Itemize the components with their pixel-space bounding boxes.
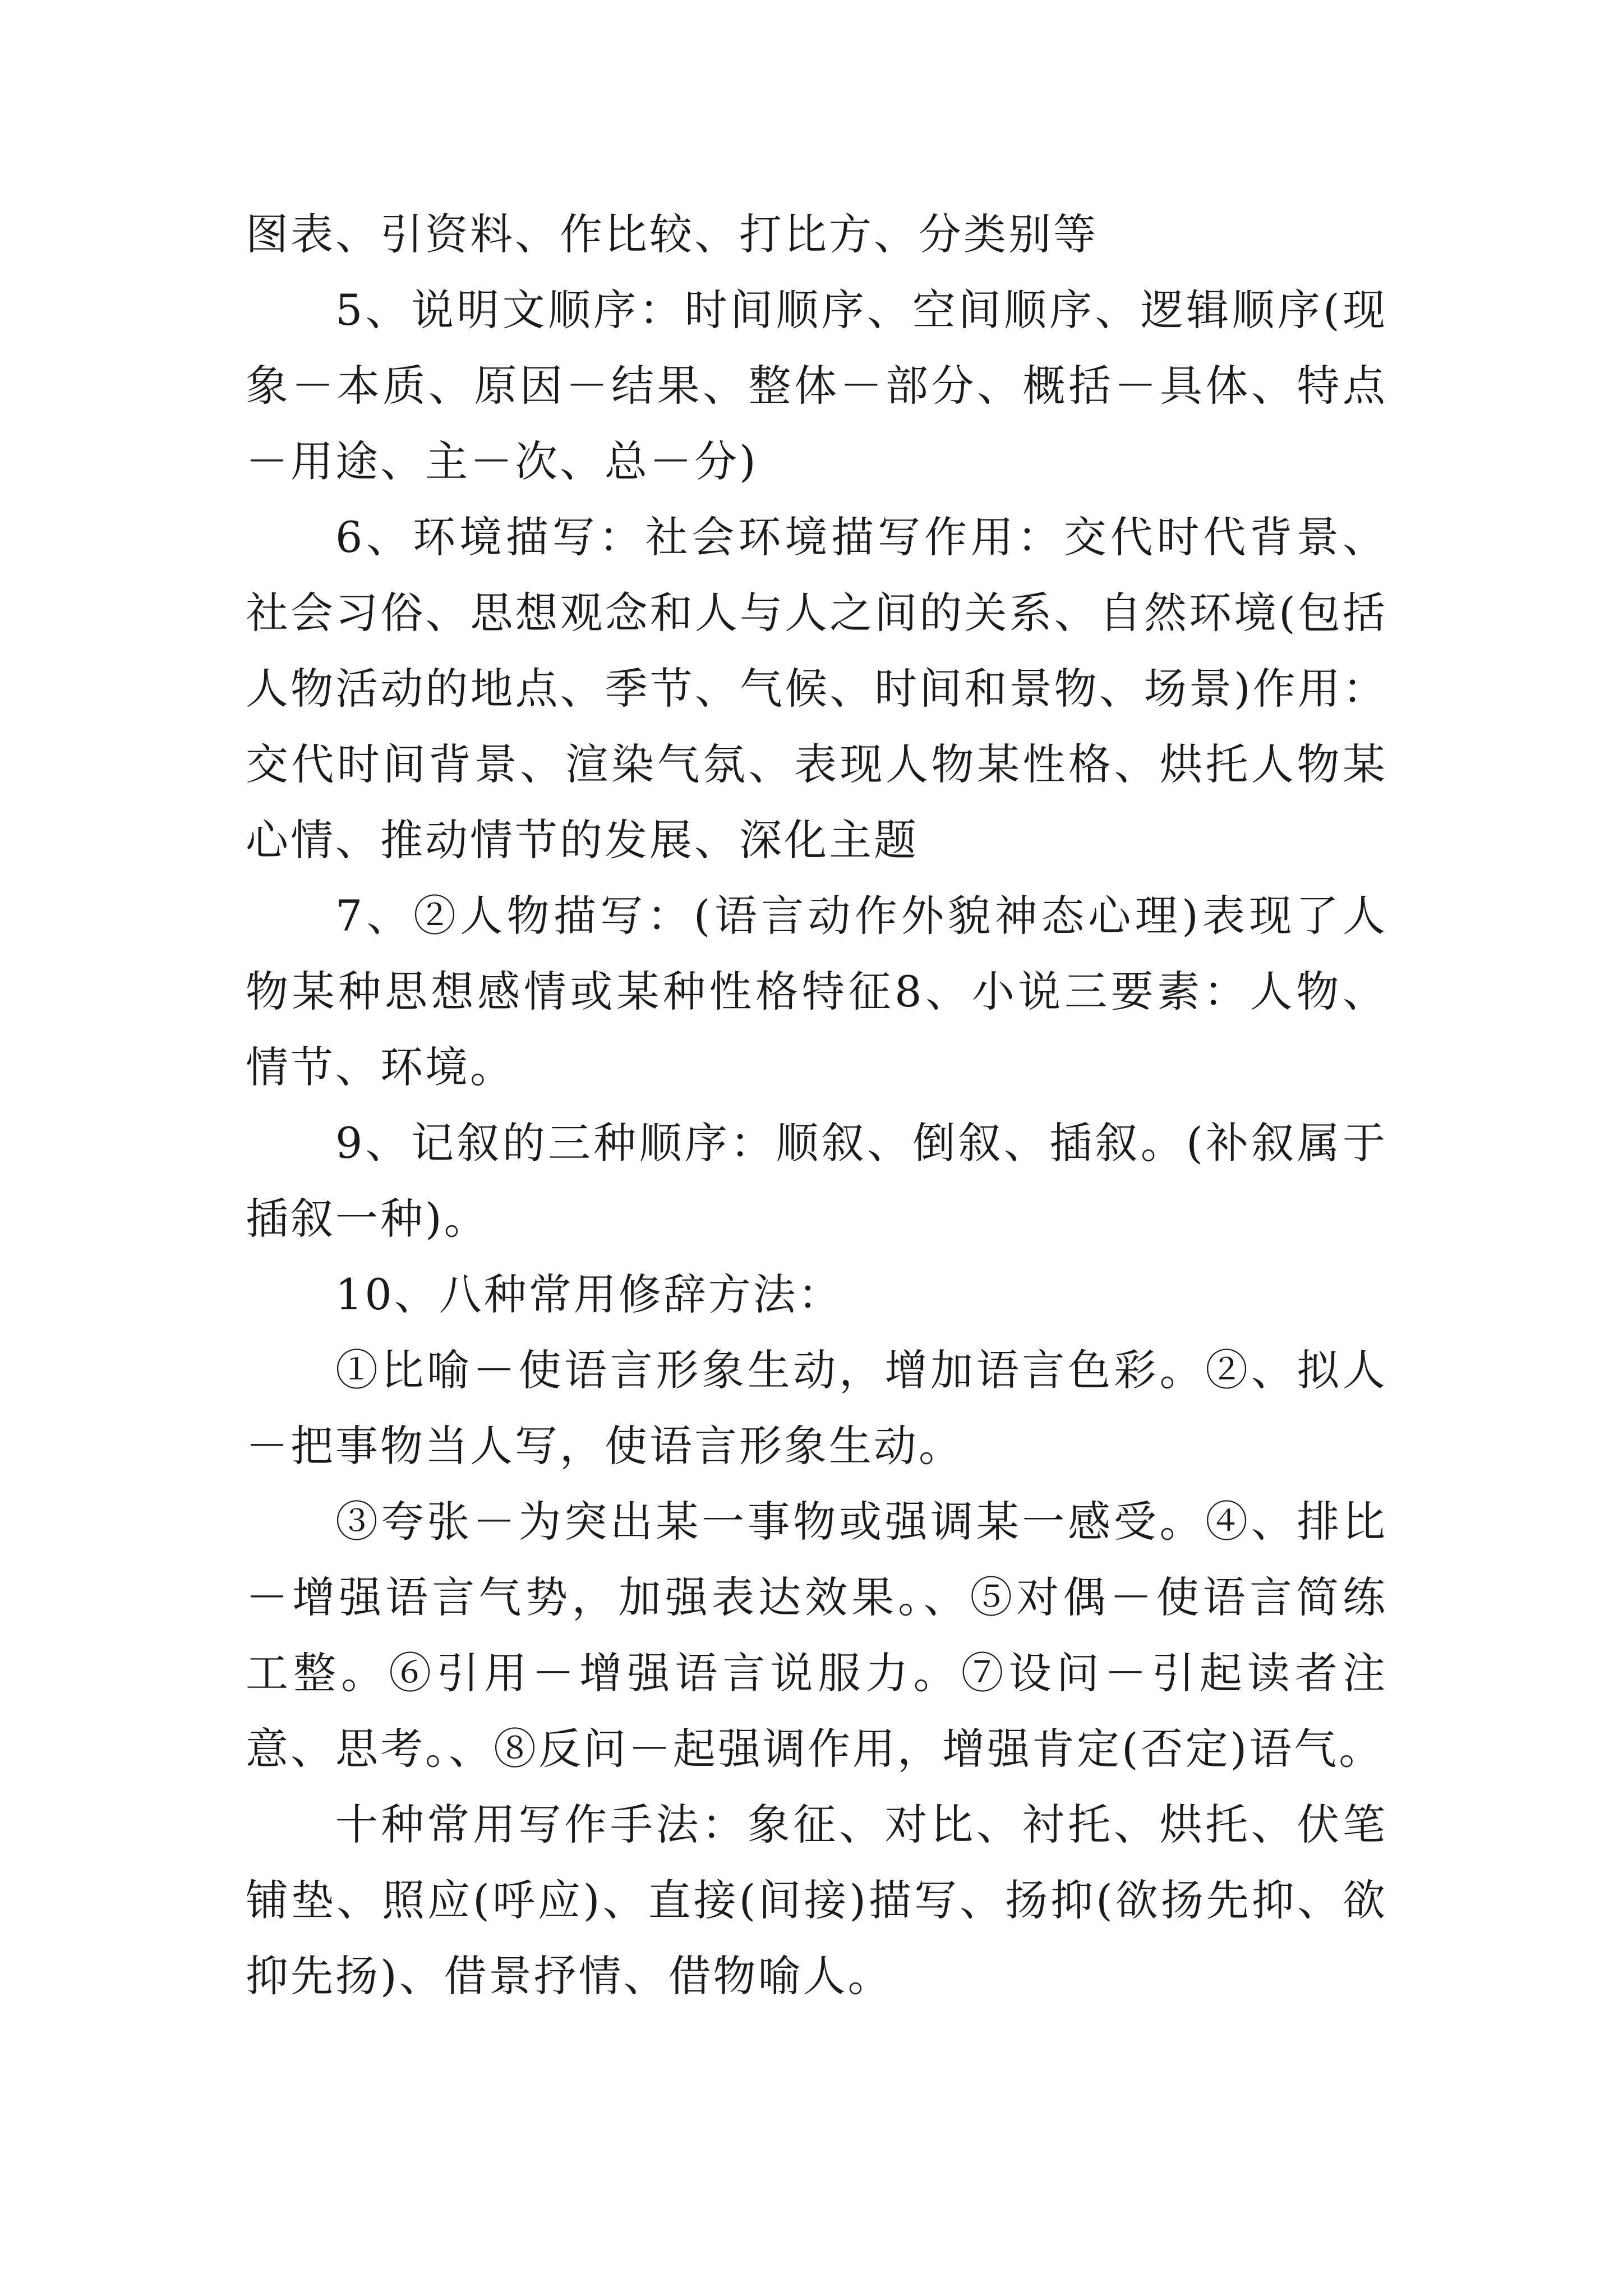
paragraph-character-description: 7、②人物描写：(语言动作外貌神态心理)表现了人物某种思想感情或某种性格特征8、小说三要素：人物、情节、环境。 <box>246 891 1387 1092</box>
paragraph-rhetoric-exaggeration: ③夸张－为突出某一事物或强调某一感受。④、排比－增强语言气势，加强表达效果。、⑤对偶－使语言简练工整。⑥引用－增强语言说服力。⑦设问－引起读者注意、思考。、⑧反问－起强调作用，增强肯定(否定)语气。 <box>246 1497 1387 1774</box>
document-body <box>246 196 1387 2014</box>
paragraph-rhetoric-heading: 10、八种常用修辞方法： <box>335 1269 843 1319</box>
paragraph-narrative-order: 9、记叙的三种顺序：顺叙、倒叙、插叙。(补叙属于插叙一种)。 <box>246 1118 1387 1244</box>
paragraph-continuation: 图表、引资料、作比较、打比方、分类别等 <box>246 209 1098 259</box>
paragraph-environment-description: 6、环境描写：社会环境描写作用：交代时代背景、社会习俗、思想观念和人与人之间的关系、自然环境(包括人物活动的地点、季节、气候、时间和景物、场景)作用：交代时间背景、渲染气氛、表现人物某性格、烘托人物某心情、推动情节的发展、深化主题 <box>246 512 1387 865</box>
paragraph-expository-order: 5、说明文顺序：时间顺序、空间顺序、逻辑顺序(现象－本质、原因－结果、整体－部分、概括－具体、特点－用途、主－次、总－分) <box>246 285 1387 486</box>
paragraph-rhetoric-metaphor: ①比喻－使语言形象生动，增加语言色彩。②、拟人－把事物当人写，使语言形象生动。 <box>246 1345 1387 1471</box>
paragraph-writing-techniques: 十种常用写作手法：象征、对比、衬托、烘托、伏笔铺垫、照应(呼应)、直接(间接)描写、扬抑(欲扬先抑、欲抑先扬)、借景抒情、借物喻人。 <box>246 1800 1387 2001</box>
